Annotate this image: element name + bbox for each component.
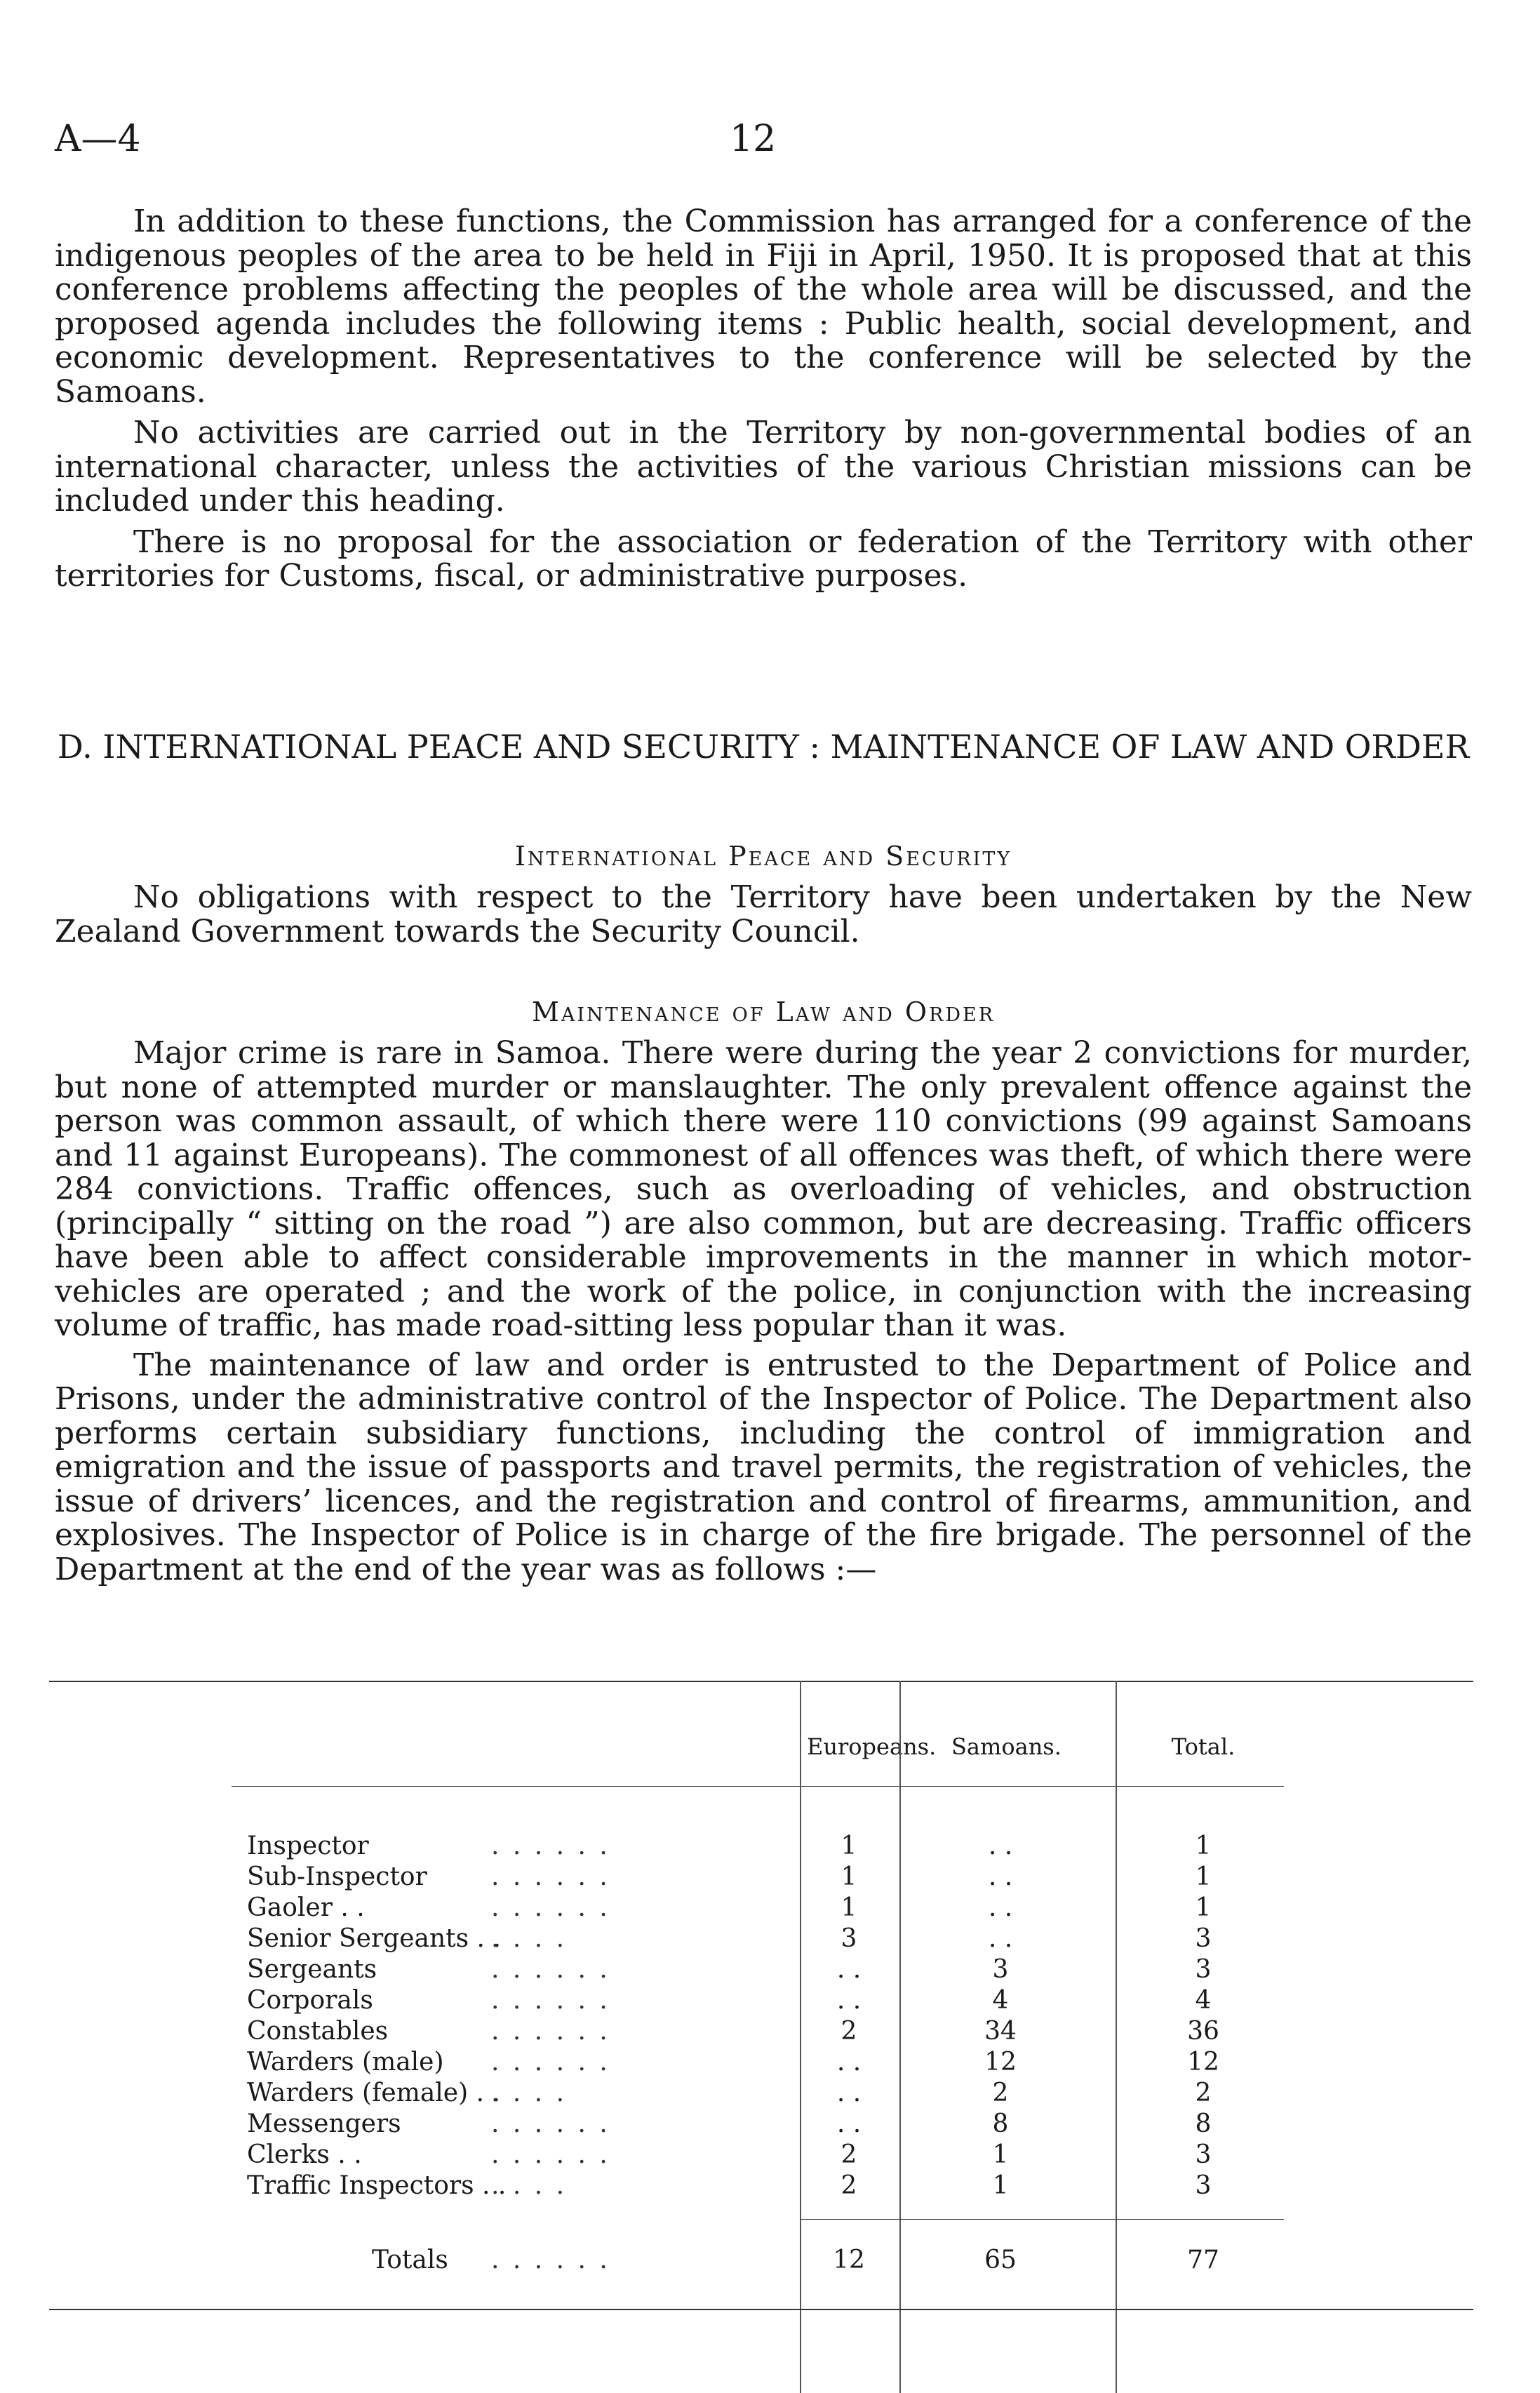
totals-row (0, 2246, 1540, 2277)
leader-dots: . . . . . . (491, 2140, 610, 2169)
subsection-paragraph: No obligations with respect to the Territory have been undertaken by the New Zealand Government towards the Security Council. (55, 879, 1472, 949)
subsection-body (55, 881, 1472, 954)
table-row (0, 2079, 1540, 2109)
table-row (0, 2048, 1540, 2079)
samoans-cell: 1 (992, 2140, 1009, 2169)
leader-dots: . . . . . . (491, 2109, 610, 2138)
intro-paragraph: There is no proposal for the association or federation of the Territory with other territories for Customs, fiscal, or administrative purposes. (55, 524, 1472, 594)
total-cell: 1 (1195, 1893, 1212, 1922)
samoans-cell: 3 (992, 1955, 1009, 1984)
header-rule (232, 1786, 1284, 1787)
leader-dots: . . . . . . (491, 1832, 610, 1860)
intro-section (55, 205, 1472, 601)
samoans-cell: 1 (992, 2171, 1009, 2200)
page-number: 12 (730, 118, 777, 160)
europeans-cell: 1 (841, 1862, 857, 1891)
column-header: Samoans. (951, 1733, 1062, 1760)
samoans-cell: 12 (984, 2048, 1017, 2077)
leader-dots: . . . . . . (491, 1955, 610, 1984)
total-cell: 1 (1195, 1832, 1212, 1860)
samoans-total: 65 (984, 2246, 1017, 2274)
total-cell: 12 (1187, 2048, 1219, 2077)
totals-rule (800, 2219, 1284, 2220)
samoans-cell: 4 (992, 1986, 1009, 2015)
intro-paragraph: In addition to these functions, the Commission has arranged for a conference of the indigenous peoples of the area to be held in Fiji in April, 1950. It is proposed that at this conference problems affecting the peoples of the whole area will be discussed, and the proposed agenda includes the following items : Public health, social development, and economic development. Representatives to the conference will be selected by the Samoans. (55, 204, 1472, 410)
row-label: Warders (female) . . (247, 2079, 500, 2107)
row-label: Gaoler . . (247, 1893, 365, 1922)
total-cell: 1 (1195, 1862, 1212, 1891)
table-row (0, 1832, 1540, 1862)
europeans-cell: . . (836, 2048, 862, 2077)
subsection-paragraph: Major crime is rare in Samoa. There were during the year 2 convictions for murder, but none of attempted murder or manslaughter. The only prevalent offence against the person was common assault, of which there were 110 convictions (99 against Samoans and 11 against Europeans). The commonest of all offences was theft, of which there were 284 convictions. Traffic offences, such as overloading of vehicles, and obstruction (principally “ sitting on the road ”) are also common, but are decreasing. Traffic officers have been able to affect considerable improvements in the manner in which motor-vehicles are operated ; and the work of the police, in conjunction with the increasing volume of traffic, has made road-sitting less popular than it was. (55, 1035, 1472, 1343)
total-cell: 2 (1195, 2079, 1212, 2107)
europeans-cell: 1 (841, 1893, 857, 1922)
row-label: Corporals (247, 1986, 373, 2015)
row-label: Sergeants (247, 1955, 377, 1984)
grand-total: 77 (1187, 2246, 1219, 2274)
table-row (0, 1924, 1540, 1955)
row-label: Constables (247, 2017, 389, 2046)
leader-dots: . . . . . . (491, 2048, 610, 2077)
table-row (0, 2109, 1540, 2140)
subsection-heading: International Peace and Security (514, 841, 1012, 872)
leader-dots: . . . . . . (491, 1862, 610, 1891)
table-top-rule (49, 1681, 1473, 1682)
total-cell: 3 (1195, 1955, 1212, 1984)
table-row (0, 2140, 1540, 2171)
row-label: Sub-Inspector (247, 1862, 427, 1891)
europeans-total: 12 (833, 2246, 865, 2274)
leader-dots: . . . . (491, 2171, 568, 2200)
table-row (0, 1893, 1540, 1924)
row-label: Warders (male) (247, 2048, 444, 2077)
subsection-body (55, 1036, 1472, 1592)
total-cell: 36 (1187, 2017, 1219, 2046)
row-label: Messengers (247, 2109, 401, 2138)
samoans-cell: . . (988, 1832, 1013, 1860)
subsection-paragraph: The maintenance of law and order is entrusted to the Department of Police and Prisons, under the administrative control of the Inspector of Police. The Department also performs certain subsidiary functions, including the control of immigration and emigration and the issue of passports and travel permits, the registration of vehicles, the issue of drivers’ licences, and the registration and control of firearms, ammunition, and explosives. The Inspector of Police is in charge of the fire brigade. The personnel of the Department at the end of the year was as follows :— (55, 1347, 1472, 1587)
europeans-cell: 1 (841, 1832, 857, 1860)
table-row (0, 2017, 1540, 2048)
leader-dots: . . . . . . (491, 2017, 610, 2046)
column-header: Total. (1171, 1733, 1236, 1760)
series-code: A—4 (55, 118, 141, 160)
leader-dots: . . . . (491, 2079, 568, 2107)
leader-dots: . . . . . . (491, 2246, 610, 2274)
total-cell: 4 (1195, 1986, 1212, 2015)
row-label: Inspector (247, 1832, 369, 1860)
section-title: D. INTERNATIONAL PEACE AND SECURITY : MAINTENANCE OF LAW AND ORDER (57, 728, 1470, 766)
europeans-cell: 2 (841, 2140, 857, 2169)
samoans-cell: 34 (984, 2017, 1017, 2046)
leader-dots: . . . . (491, 1924, 568, 1953)
subsection-heading: Maintenance of Law and Order (531, 996, 996, 1027)
samoans-cell: . . (988, 1924, 1013, 1953)
intro-paragraph: No activities are carried out in the Territory by non-governmental bodies of an international character, unless the activities of the various Christian missions can be included under this heading. (55, 415, 1472, 519)
row-label: Traffic Inspectors . . (247, 2171, 507, 2200)
total-cell: 3 (1195, 2171, 1212, 2200)
table-row (0, 2171, 1540, 2202)
row-label: Clerks . . (247, 2140, 362, 2169)
samoans-cell: 8 (992, 2109, 1009, 2138)
samoans-cell: 2 (992, 2079, 1009, 2107)
europeans-cell: . . (836, 2109, 862, 2138)
samoans-cell: . . (988, 1893, 1013, 1922)
leader-dots: . . . . . . (491, 1893, 610, 1922)
samoans-cell: . . (988, 1862, 1013, 1891)
row-label: Senior Sergeants . . (247, 1924, 501, 1953)
leader-dots: . . . . . . (491, 1986, 610, 2015)
table-row (0, 1986, 1540, 2017)
table-row (0, 1862, 1540, 1893)
column-header: Europeans. (807, 1733, 937, 1760)
total-cell: 3 (1195, 2140, 1212, 2169)
europeans-cell: 2 (841, 2171, 857, 2200)
europeans-cell: . . (836, 1986, 862, 2015)
europeans-cell: 2 (841, 2017, 857, 2046)
table-row (0, 1955, 1540, 1986)
europeans-cell: . . (836, 1955, 862, 1984)
total-cell: 3 (1195, 1924, 1212, 1953)
europeans-cell: 3 (841, 1924, 857, 1953)
total-cell: 8 (1195, 2109, 1212, 2138)
table-bottom-rule (49, 2309, 1473, 2310)
europeans-cell: . . (836, 2079, 862, 2107)
totals-label: Totals (372, 2246, 448, 2274)
